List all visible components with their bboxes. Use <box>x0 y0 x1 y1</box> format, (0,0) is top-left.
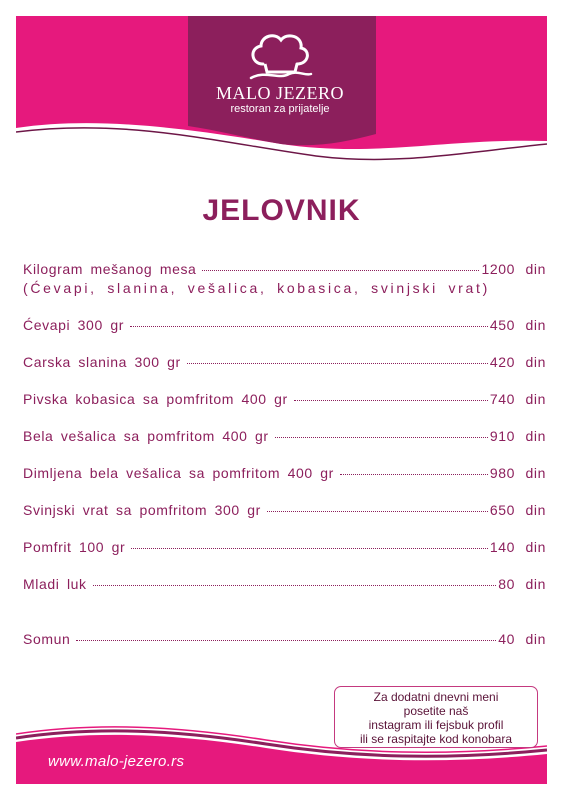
menu-item-name: Bela vešalica sa pomfritom 400 gr <box>23 428 269 444</box>
dot-leader <box>76 639 496 641</box>
menu-item <box>23 317 546 333</box>
menu-item-name: Carska slanina 300 gr <box>23 354 181 370</box>
menu-item-name: Kilogram mešanog mesa <box>23 261 197 277</box>
menu-item-name: Mladi luk <box>23 576 87 592</box>
dot-leader <box>130 325 488 327</box>
brand-name: MALO JEZERO <box>216 83 344 103</box>
notice-line: ili se raspitajte kod konobara <box>359 732 513 746</box>
menu-item-price: 650 din <box>489 502 546 518</box>
menu-item <box>23 354 546 370</box>
menu-item-price: 980 din <box>489 465 546 481</box>
menu-item <box>23 465 546 481</box>
menu-item <box>23 502 546 518</box>
menu-item <box>23 261 546 296</box>
menu-page <box>16 16 547 784</box>
menu-item-price: 80 din <box>498 576 546 592</box>
chef-hat-icon <box>245 30 315 82</box>
dot-leader <box>340 473 488 475</box>
menu-item-price: 910 din <box>489 428 546 444</box>
dot-leader <box>202 269 479 271</box>
menu-item <box>23 539 546 555</box>
menu-item-name: Dimljena bela vešalica sa pomfritom 400 gr <box>23 465 334 481</box>
brand-tagline: restoran za prijatelje <box>230 103 330 115</box>
menu-item <box>23 428 546 444</box>
menu-item-name: Svinjski vrat sa pomfritom 300 gr <box>23 502 261 518</box>
menu-item <box>23 631 546 647</box>
dot-leader <box>93 584 497 586</box>
menu-item-name: Somun <box>23 631 71 647</box>
menu-item-name: Ćevapi 300 gr <box>23 317 124 333</box>
menu-item-name: Pivska kobasica sa pomfritom 400 gr <box>23 391 288 407</box>
dot-leader <box>294 399 488 401</box>
dot-leader <box>131 547 488 549</box>
dot-leader <box>275 436 488 438</box>
menu-item-price: 40 din <box>498 631 546 647</box>
menu-item-price: 420 din <box>489 354 546 370</box>
dot-leader <box>267 510 488 512</box>
menu-item-name: Pomfrit 100 gr <box>23 539 126 555</box>
menu-item-price: 740 din <box>489 391 546 407</box>
menu-item-price: 1200 din <box>481 261 546 277</box>
notice-line: posetite naš <box>403 704 469 718</box>
menu-item-price: 450 din <box>489 317 546 333</box>
menu-item <box>23 576 546 592</box>
notice-line: instagram ili fejsbuk profil <box>368 718 504 732</box>
info-notice <box>334 686 538 748</box>
menu-item-price: 140 din <box>489 539 546 555</box>
menu-item <box>23 391 546 407</box>
website-link[interactable]: www.malo-jezero.rs <box>48 753 185 770</box>
restaurant-logo <box>194 30 366 140</box>
menu-title: JELOVNIK <box>202 194 361 227</box>
menu-item-note: (Ćevapi, slanina, vešalica, kobasica, svinjski vrat) <box>23 280 490 296</box>
dot-leader <box>187 362 488 364</box>
notice-line: Za dodatni dnevni meni <box>373 690 499 704</box>
